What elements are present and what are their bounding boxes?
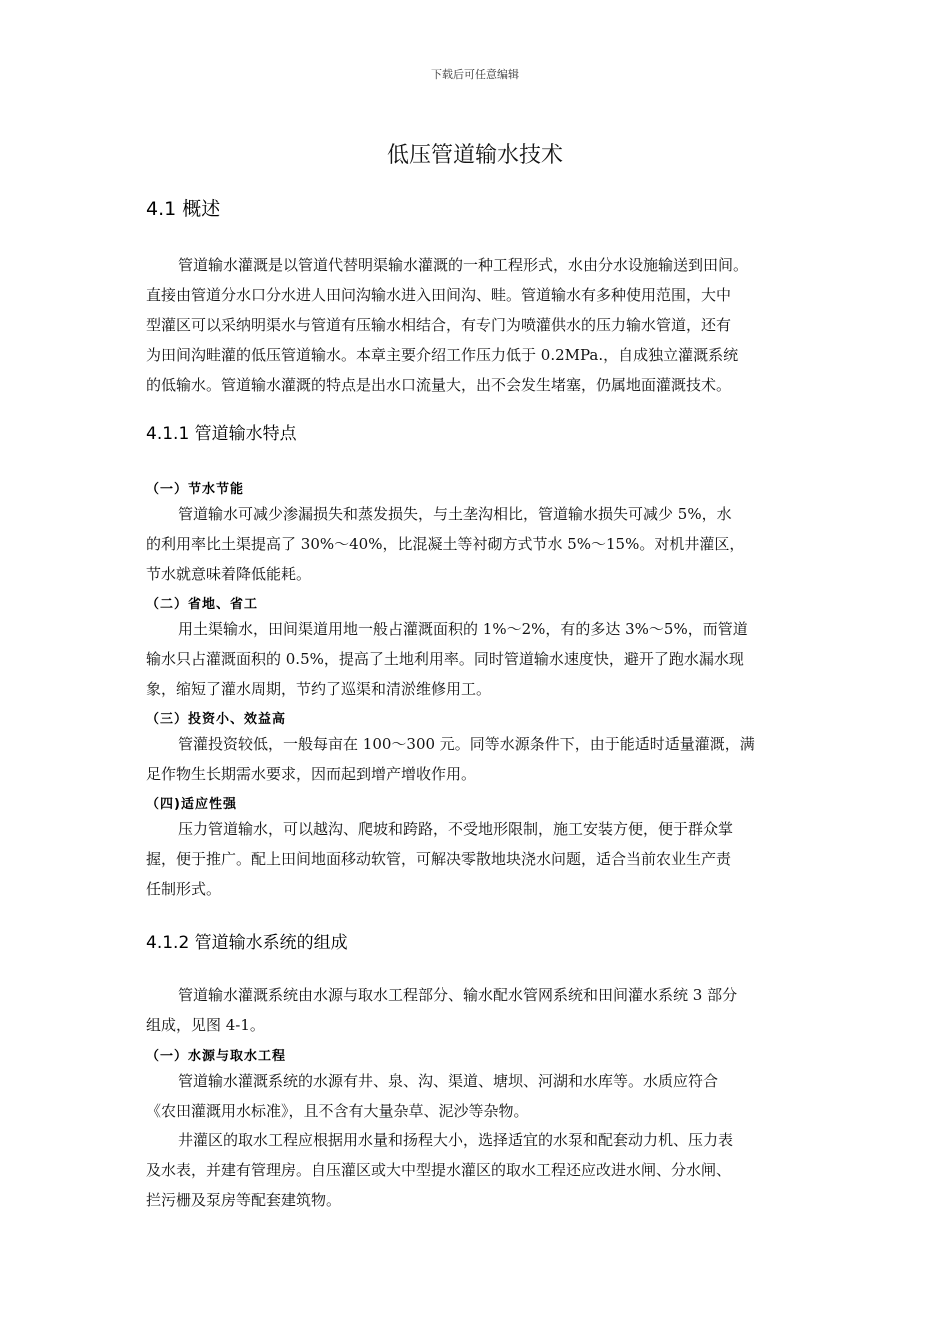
text-line: 管道输水灌溉系统的水源有井、泉、沟、渠道、塘坝、河湖和水库等。水质应符合: [178, 1072, 719, 1090]
text-line: 握，便于推广。配上田间地面移动软管，可解决零散地块浇水问题，适合当前农业生产责: [146, 850, 732, 868]
text-line: 组成，见图 4-1。: [146, 1016, 265, 1034]
text-line: 节水就意味着降低能耗。: [146, 565, 312, 583]
text-line: 输水只占灌溉面积的 0.5%，提高了土地利用率。同时管道输水速度快，避开了跑水漏水现: [146, 650, 744, 668]
subheading-land-labor-saving: （二）省地、省工: [146, 597, 259, 612]
paragraph-low-cost-high-benefit: [146, 729, 810, 789]
page-header: 下载后可任意编辑: [431, 68, 519, 81]
subheading-water-source-intake: （一）水源与取水工程: [146, 1049, 287, 1064]
text-line: 的利用率比土渠提高了 30%～40%，比混凝土等衬砌方式节水 5%～15%。对机井灌区，: [146, 535, 745, 553]
paragraph-water-energy-saving: [146, 499, 810, 589]
text-line: 拦污栅及泵房等配套建筑物。: [146, 1191, 342, 1209]
section-heading-4-1-2: 4.1.2 管道输水系统的组成: [146, 933, 348, 953]
text-line: 压力管道输水，可以越沟、爬坡和跨路，不受地形限制，施工安装方便，便于群众掌: [178, 820, 734, 838]
paragraph-adaptability: [146, 814, 810, 904]
text-line: 足作物生长期需水要求，因而起到增产增收作用。: [146, 765, 477, 783]
text-line: 型灌区可以采纳明渠水与管道有压输水相结合，有专门为喷灌供水的压力输水管道，还有: [146, 316, 732, 334]
text-line: 管道输水灌溉系统由水源与取水工程部分、输水配水管网系统和田间灌水系统 3 部分: [178, 986, 738, 1004]
paragraph-overview: [146, 250, 810, 400]
text-line: 井灌区的取水工程应根据用水量和扬程大小，选择适宜的水泵和配套动力机、压力表: [178, 1131, 734, 1149]
paragraph-water-source: [146, 1066, 810, 1126]
text-line: 象，缩短了灌水周期，节约了巡渠和清淤维修用工。: [146, 680, 492, 698]
text-line: 用土渠输水，田间渠道用地一般占灌溉面积的 1%～2%，有的多达 3%～5%，而管道: [178, 620, 748, 638]
text-line: 任制形式。: [146, 880, 222, 898]
text-line: 直接由管道分水口分水进人田问沟输水进入田间沟、畦。管道输水有多种使用范围，大中: [146, 286, 732, 304]
subheading-low-cost-high-benefit: （三）投资小、效益高: [146, 712, 287, 727]
text-line: 管道输水灌溉是以管道代替明渠输水灌溉的一种工程形式，水由分水设施输送到田间。: [178, 256, 749, 274]
text-line: 管道输水可减少渗漏损失和蒸发损失，与土垄沟相比，管道输水损失可减少 5%，水: [178, 505, 732, 523]
text-line: 管灌投资较低，一般每亩在 100～300 元。同等水源条件下，由于能适时适量灌溉，满: [178, 735, 755, 753]
section-heading-4-1-1: 4.1.1 管道输水特点: [146, 424, 297, 444]
paragraph-intake-works: [146, 1125, 810, 1215]
text-line: 的低输水。管道输水灌溉的特点是出水口流量大，出不会发生堵塞，仍属地面灌溉技术。: [146, 376, 732, 394]
text-line: 《农田灌溉用水标准》，且不含有大量杂草、泥沙等杂物。: [146, 1102, 529, 1120]
paragraph-land-labor-saving: [146, 614, 810, 704]
section-heading-4-1: 4.1 概述: [146, 198, 221, 220]
subheading-water-energy-saving: （一）节水节能: [146, 482, 245, 497]
text-line: 为田间沟畦灌的低压管道输水。本章主要介绍工作压力低于 0.2MPa.，自成独立灌溉系统: [146, 346, 739, 364]
subheading-adaptability: （四)适应性强: [146, 797, 237, 812]
text-line: 及水表，并建有管理房。自压灌区或大中型提水灌区的取水工程还应改进水闸、分水闸、: [146, 1161, 732, 1179]
page-title: 低压管道输水技术: [386, 143, 563, 168]
paragraph-system-composition: [146, 980, 810, 1040]
